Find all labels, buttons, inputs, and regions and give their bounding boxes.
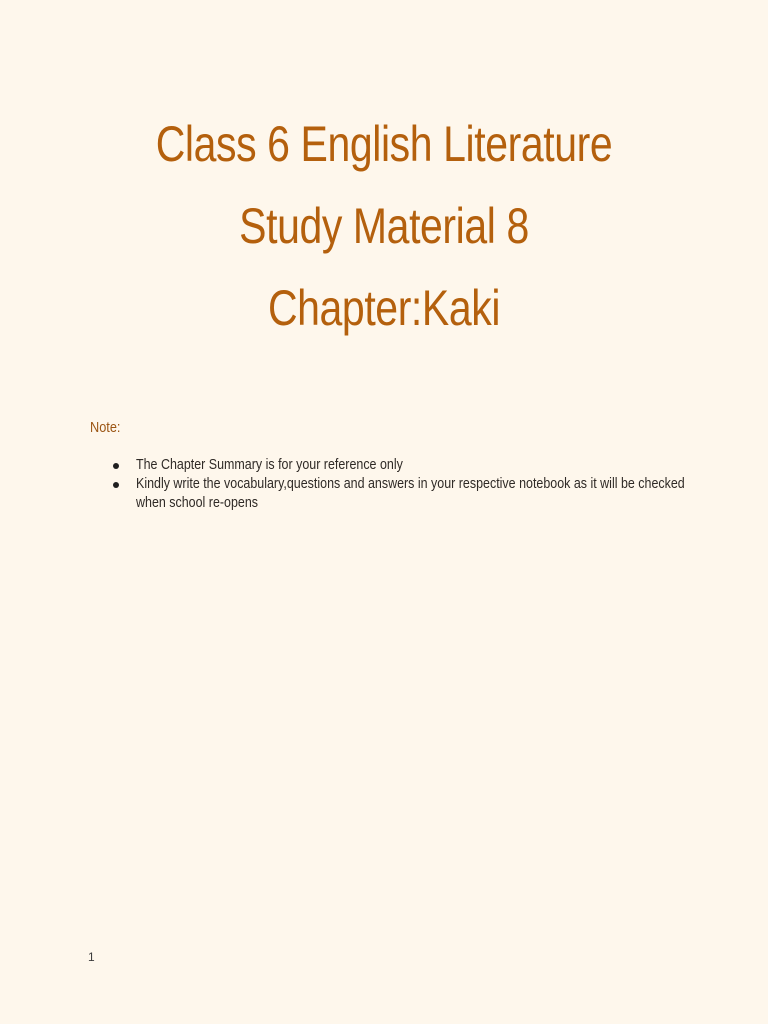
title-line-study-material: Study Material 8	[239, 198, 529, 254]
note-label: Note:	[90, 419, 121, 436]
bullet-icon	[113, 463, 119, 469]
note-text-summary: The Chapter Summary is for your reference only	[136, 457, 403, 473]
document-title	[0, 103, 768, 349]
note-item-summary	[112, 456, 692, 475]
page-number: 1	[88, 950, 95, 964]
note-item-notebook	[112, 475, 692, 513]
note-text-notebook: Kindly write the vocabulary,questions and answers in your respective notebook as it will be checked when school re-opens	[136, 476, 685, 511]
notes-list	[112, 456, 692, 513]
bullet-icon	[113, 482, 119, 488]
title-line-class: Class 6 English Literature	[155, 116, 613, 172]
title-line-chapter: Chapter:Kaki	[267, 280, 501, 336]
